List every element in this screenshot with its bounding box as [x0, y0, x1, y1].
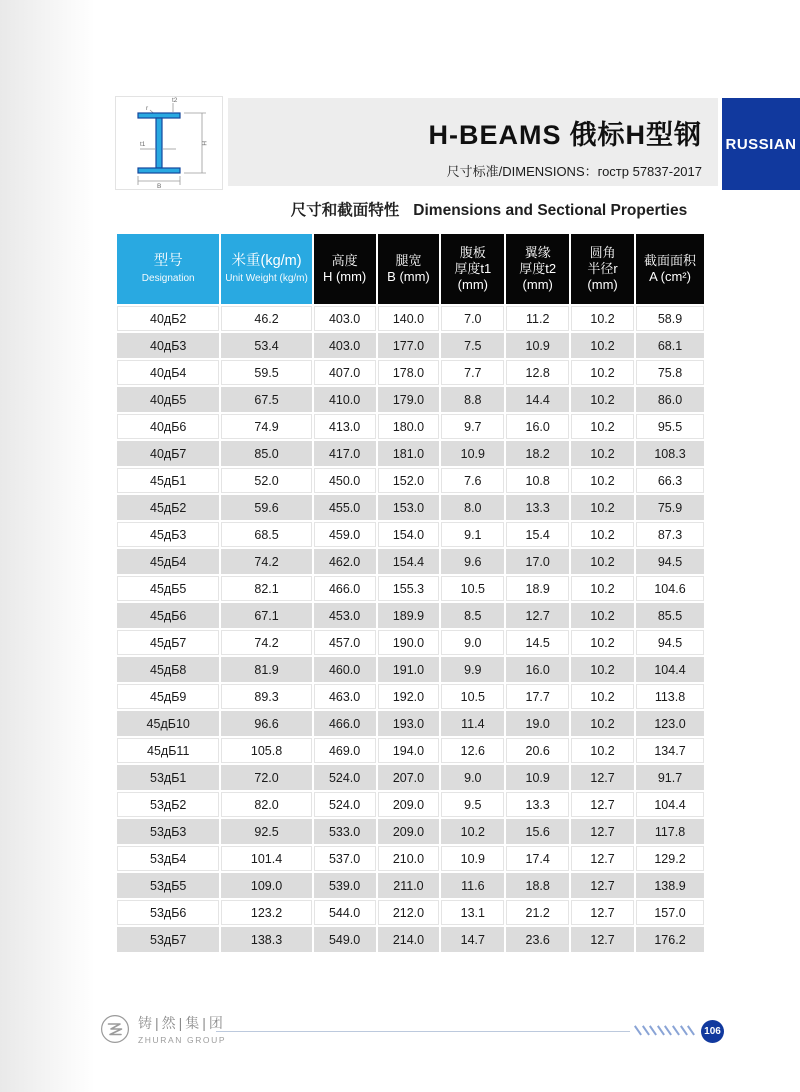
table-cell: 45дБ10 — [117, 711, 219, 736]
table-cell: 10.2 — [571, 360, 634, 385]
table-cell: 12.6 — [441, 738, 504, 763]
table-row — [117, 765, 704, 790]
table-cell: 113.8 — [636, 684, 704, 709]
table-cell: 40дБ4 — [117, 360, 219, 385]
table-cell: 177.0 — [378, 333, 440, 358]
table-row — [117, 333, 704, 358]
table-cell: 10.2 — [571, 387, 634, 412]
table-cell: 91.7 — [636, 765, 704, 790]
table-cell: 13.3 — [506, 792, 569, 817]
table-cell: 180.0 — [378, 414, 440, 439]
table-cell: 85.5 — [636, 603, 704, 628]
table-cell: 10.2 — [571, 657, 634, 682]
table-row — [117, 711, 704, 736]
table-cell: 155.3 — [378, 576, 440, 601]
table-cell: 89.3 — [221, 684, 311, 709]
table-cell: 212.0 — [378, 900, 440, 925]
table-row — [117, 657, 704, 682]
table-cell: 417.0 — [314, 441, 376, 466]
table-row — [117, 900, 704, 925]
table-cell: 539.0 — [314, 873, 376, 898]
table-cell: 12.7 — [571, 765, 634, 790]
table-cell: 23.6 — [506, 927, 569, 952]
table-cell: 9.9 — [441, 657, 504, 682]
table-cell: 10.2 — [571, 414, 634, 439]
table-row — [117, 684, 704, 709]
table-cell: 20.6 — [506, 738, 569, 763]
table-cell: 45дБ7 — [117, 630, 219, 655]
table-cell: 455.0 — [314, 495, 376, 520]
table-cell: 104.4 — [636, 792, 704, 817]
footer-rule — [216, 1031, 630, 1032]
table-row — [117, 387, 704, 412]
table-cell: 16.0 — [506, 657, 569, 682]
diagram-label-B: B — [157, 183, 162, 189]
table-row — [117, 522, 704, 547]
table-cell: 10.9 — [441, 441, 504, 466]
table-cell: 9.0 — [441, 765, 504, 790]
table-cell: 549.0 — [314, 927, 376, 952]
table-cell: 129.2 — [636, 846, 704, 871]
table-cell: 12.7 — [571, 927, 634, 952]
table-cell: 403.0 — [314, 306, 376, 331]
diagram-label-r: r — [146, 105, 149, 112]
table-cell: 11.4 — [441, 711, 504, 736]
table-cell: 45дБ9 — [117, 684, 219, 709]
table-cell: 53дБ1 — [117, 765, 219, 790]
table-cell: 9.7 — [441, 414, 504, 439]
table-cell: 45дБ1 — [117, 468, 219, 493]
table-cell: 45дБ3 — [117, 522, 219, 547]
table-cell: 53дБ3 — [117, 819, 219, 844]
table-cell: 53.4 — [221, 333, 311, 358]
table-cell: 19.0 — [506, 711, 569, 736]
logo-english-name: ZHURAN GROUP — [138, 1035, 227, 1045]
table-row — [117, 630, 704, 655]
standard-reference: 尺寸标准/DIMENSIONS：гостр 57837-2017 — [446, 164, 702, 179]
table-body — [117, 306, 704, 952]
table-row — [117, 414, 704, 439]
column-header: 高度 H (mm) — [314, 234, 376, 304]
table-cell: 40дБ2 — [117, 306, 219, 331]
header-band — [228, 98, 718, 186]
h-beam-diagram-icon — [116, 97, 222, 189]
table-cell: 403.0 — [314, 333, 376, 358]
table-cell: 18.8 — [506, 873, 569, 898]
table-cell: 96.6 — [221, 711, 311, 736]
table-cell: 45дБ5 — [117, 576, 219, 601]
table-cell: 138.9 — [636, 873, 704, 898]
diagram-label-t1: t1 — [140, 141, 146, 148]
table-cell: 10.9 — [506, 765, 569, 790]
table-cell: 45дБ4 — [117, 549, 219, 574]
table-row — [117, 495, 704, 520]
table-cell: 10.2 — [571, 495, 634, 520]
table-cell: 459.0 — [314, 522, 376, 547]
table-cell: 45дБ11 — [117, 738, 219, 763]
table-cell: 410.0 — [314, 387, 376, 412]
table-cell: 10.2 — [571, 441, 634, 466]
table-cell: 450.0 — [314, 468, 376, 493]
table-cell: 53дБ5 — [117, 873, 219, 898]
table-cell: 544.0 — [314, 900, 376, 925]
table-row — [117, 549, 704, 574]
subtitle-chinese: 尺寸和截面特性 — [290, 202, 400, 219]
table-cell: 45дБ2 — [117, 495, 219, 520]
company-logo — [100, 1013, 226, 1045]
table-cell: 466.0 — [314, 576, 376, 601]
table-cell: 17.0 — [506, 549, 569, 574]
table-cell: 9.0 — [441, 630, 504, 655]
column-header: 翼缘 厚度t2 (mm) — [506, 234, 569, 304]
table-row — [117, 360, 704, 385]
table-cell: 8.8 — [441, 387, 504, 412]
table-cell: 52.0 — [221, 468, 311, 493]
table-cell: 462.0 — [314, 549, 376, 574]
table-cell: 12.7 — [571, 846, 634, 871]
table-cell: 58.9 — [636, 306, 704, 331]
table-cell: 194.0 — [378, 738, 440, 763]
table-cell: 210.0 — [378, 846, 440, 871]
logo-chinese-name: 铸|然|集|团 — [138, 1015, 226, 1031]
table-cell: 10.2 — [571, 306, 634, 331]
table-cell: 7.7 — [441, 360, 504, 385]
table-header-row — [117, 234, 704, 304]
table-cell: 140.0 — [378, 306, 440, 331]
table-cell: 209.0 — [378, 792, 440, 817]
diagram-label-H: H — [200, 141, 207, 146]
table-cell: 40дБ5 — [117, 387, 219, 412]
table-cell: 86.0 — [636, 387, 704, 412]
column-header: 米重(kg/m) Unit Weight (kg/m) — [221, 234, 311, 304]
table-cell: 10.9 — [441, 846, 504, 871]
table-cell: 104.4 — [636, 657, 704, 682]
table-cell: 74.2 — [221, 630, 311, 655]
table-cell: 9.1 — [441, 522, 504, 547]
table-cell: 152.0 — [378, 468, 440, 493]
table-cell: 190.0 — [378, 630, 440, 655]
table-cell: 10.2 — [571, 603, 634, 628]
table-cell: 15.4 — [506, 522, 569, 547]
table-cell: 11.6 — [441, 873, 504, 898]
beam-section-diagram — [115, 96, 223, 190]
table-cell: 12.7 — [571, 873, 634, 898]
table-cell: 12.7 — [571, 792, 634, 817]
footer-slash-decoration — [637, 1025, 692, 1036]
table-cell: 189.9 — [378, 603, 440, 628]
table-cell: 469.0 — [314, 738, 376, 763]
table-cell: 12.7 — [571, 819, 634, 844]
table-cell: 74.2 — [221, 549, 311, 574]
table-cell: 10.5 — [441, 576, 504, 601]
table-row — [117, 468, 704, 493]
table-cell: 10.2 — [571, 549, 634, 574]
table-cell: 75.9 — [636, 495, 704, 520]
table-cell: 214.0 — [378, 927, 440, 952]
table-cell: 12.8 — [506, 360, 569, 385]
table-cell: 85.0 — [221, 441, 311, 466]
table-cell: 104.6 — [636, 576, 704, 601]
table-cell: 17.4 — [506, 846, 569, 871]
table-cell: 524.0 — [314, 765, 376, 790]
title-english: H-BEAMS — [428, 120, 562, 150]
table-cell: 10.2 — [571, 630, 634, 655]
table-cell: 14.4 — [506, 387, 569, 412]
table-cell: 154.0 — [378, 522, 440, 547]
diagram-label-t2: t2 — [172, 97, 178, 104]
table-cell: 10.9 — [506, 333, 569, 358]
table-cell: 537.0 — [314, 846, 376, 871]
table-cell: 413.0 — [314, 414, 376, 439]
table-cell: 101.4 — [221, 846, 311, 871]
table-cell: 9.6 — [441, 549, 504, 574]
table-row — [117, 792, 704, 817]
table-cell: 138.3 — [221, 927, 311, 952]
table-cell: 157.0 — [636, 900, 704, 925]
table-cell: 105.8 — [221, 738, 311, 763]
table-cell: 453.0 — [314, 603, 376, 628]
table-cell: 117.8 — [636, 819, 704, 844]
table-cell: 154.4 — [378, 549, 440, 574]
table-cell: 178.0 — [378, 360, 440, 385]
table-row — [117, 738, 704, 763]
table-cell: 176.2 — [636, 927, 704, 952]
table-cell: 53дБ2 — [117, 792, 219, 817]
table-cell: 94.5 — [636, 549, 704, 574]
table-cell: 82.0 — [221, 792, 311, 817]
table-cell: 53дБ6 — [117, 900, 219, 925]
table-cell: 82.1 — [221, 576, 311, 601]
table-cell: 10.2 — [571, 684, 634, 709]
table-cell: 524.0 — [314, 792, 376, 817]
table-cell: 40дБ6 — [117, 414, 219, 439]
table-cell: 13.1 — [441, 900, 504, 925]
table-cell: 53дБ7 — [117, 927, 219, 952]
column-header: 腿宽 B (mm) — [378, 234, 440, 304]
table-cell: 87.3 — [636, 522, 704, 547]
table-cell: 10.2 — [571, 522, 634, 547]
table-cell: 10.2 — [441, 819, 504, 844]
table-cell: 191.0 — [378, 657, 440, 682]
table-cell: 181.0 — [378, 441, 440, 466]
table-cell: 67.5 — [221, 387, 311, 412]
table-row — [117, 846, 704, 871]
table-cell: 59.5 — [221, 360, 311, 385]
table-cell: 466.0 — [314, 711, 376, 736]
table-cell: 59.6 — [221, 495, 311, 520]
table-cell: 7.6 — [441, 468, 504, 493]
table-cell: 123.2 — [221, 900, 311, 925]
table-cell: 66.3 — [636, 468, 704, 493]
table-cell: 18.2 — [506, 441, 569, 466]
table-cell: 15.6 — [506, 819, 569, 844]
table-cell: 460.0 — [314, 657, 376, 682]
logo-text — [138, 1013, 226, 1045]
table-row — [117, 576, 704, 601]
table-cell: 17.7 — [506, 684, 569, 709]
table-cell: 9.5 — [441, 792, 504, 817]
table-row — [117, 441, 704, 466]
table-cell: 10.2 — [571, 333, 634, 358]
table-cell: 67.1 — [221, 603, 311, 628]
table-cell: 74.9 — [221, 414, 311, 439]
title-chinese: 俄标H型钢 — [569, 120, 702, 150]
table-cell: 10.8 — [506, 468, 569, 493]
table-cell: 134.7 — [636, 738, 704, 763]
table-cell: 179.0 — [378, 387, 440, 412]
table-cell: 10.2 — [571, 468, 634, 493]
table-cell: 10.5 — [441, 684, 504, 709]
dimensions-table — [115, 232, 706, 954]
table-cell: 95.5 — [636, 414, 704, 439]
table-cell: 68.1 — [636, 333, 704, 358]
subtitle-english: Dimensions and Sectional Properties — [413, 202, 688, 219]
table-cell: 8.0 — [441, 495, 504, 520]
table-cell: 7.5 — [441, 333, 504, 358]
table-cell: 463.0 — [314, 684, 376, 709]
table-cell: 11.2 — [506, 306, 569, 331]
table-cell: 53дБ4 — [117, 846, 219, 871]
table-cell: 75.8 — [636, 360, 704, 385]
table-cell: 92.5 — [221, 819, 311, 844]
table-cell: 108.3 — [636, 441, 704, 466]
table-row — [117, 927, 704, 952]
table-cell: 94.5 — [636, 630, 704, 655]
table-cell: 68.5 — [221, 522, 311, 547]
table-cell: 72.0 — [221, 765, 311, 790]
table-cell: 16.0 — [506, 414, 569, 439]
region-tab-russian: RUSSIAN — [722, 98, 800, 190]
table-cell: 8.5 — [441, 603, 504, 628]
table-cell: 45дБ8 — [117, 657, 219, 682]
page-number-badge: 106 — [701, 1020, 724, 1043]
page-title — [228, 113, 702, 152]
column-header: 腹板 厚度t1 (mm) — [441, 234, 504, 304]
table-cell: 12.7 — [506, 603, 569, 628]
table-cell: 193.0 — [378, 711, 440, 736]
table-cell: 18.9 — [506, 576, 569, 601]
column-header: 圆角 半径r (mm) — [571, 234, 634, 304]
table-cell: 40дБ7 — [117, 441, 219, 466]
table-cell: 10.2 — [571, 576, 634, 601]
table-cell: 13.3 — [506, 495, 569, 520]
table-cell: 46.2 — [221, 306, 311, 331]
table-row — [117, 819, 704, 844]
table-cell: 12.7 — [571, 900, 634, 925]
table-cell: 10.2 — [571, 738, 634, 763]
table-row — [117, 306, 704, 331]
table-cell: 81.9 — [221, 657, 311, 682]
table-cell: 457.0 — [314, 630, 376, 655]
section-subtitle — [228, 198, 750, 220]
table-cell: 14.7 — [441, 927, 504, 952]
table-row — [117, 603, 704, 628]
column-header: 截面面积 A (cm²) — [636, 234, 704, 304]
table-row — [117, 873, 704, 898]
table-cell: 209.0 — [378, 819, 440, 844]
table-cell: 14.5 — [506, 630, 569, 655]
table-cell: 207.0 — [378, 765, 440, 790]
table-cell: 123.0 — [636, 711, 704, 736]
table-cell: 7.0 — [441, 306, 504, 331]
table-cell: 40дБ3 — [117, 333, 219, 358]
table-cell: 109.0 — [221, 873, 311, 898]
table-cell: 407.0 — [314, 360, 376, 385]
zhuran-logo-icon — [100, 1014, 130, 1044]
table-cell: 45дБ6 — [117, 603, 219, 628]
table-cell: 21.2 — [506, 900, 569, 925]
page-edge-shadow — [0, 0, 95, 1092]
table-cell: 211.0 — [378, 873, 440, 898]
table-cell: 10.2 — [571, 711, 634, 736]
table-cell: 192.0 — [378, 684, 440, 709]
table-cell: 153.0 — [378, 495, 440, 520]
table-cell: 533.0 — [314, 819, 376, 844]
column-header: 型号 Designation — [117, 234, 219, 304]
